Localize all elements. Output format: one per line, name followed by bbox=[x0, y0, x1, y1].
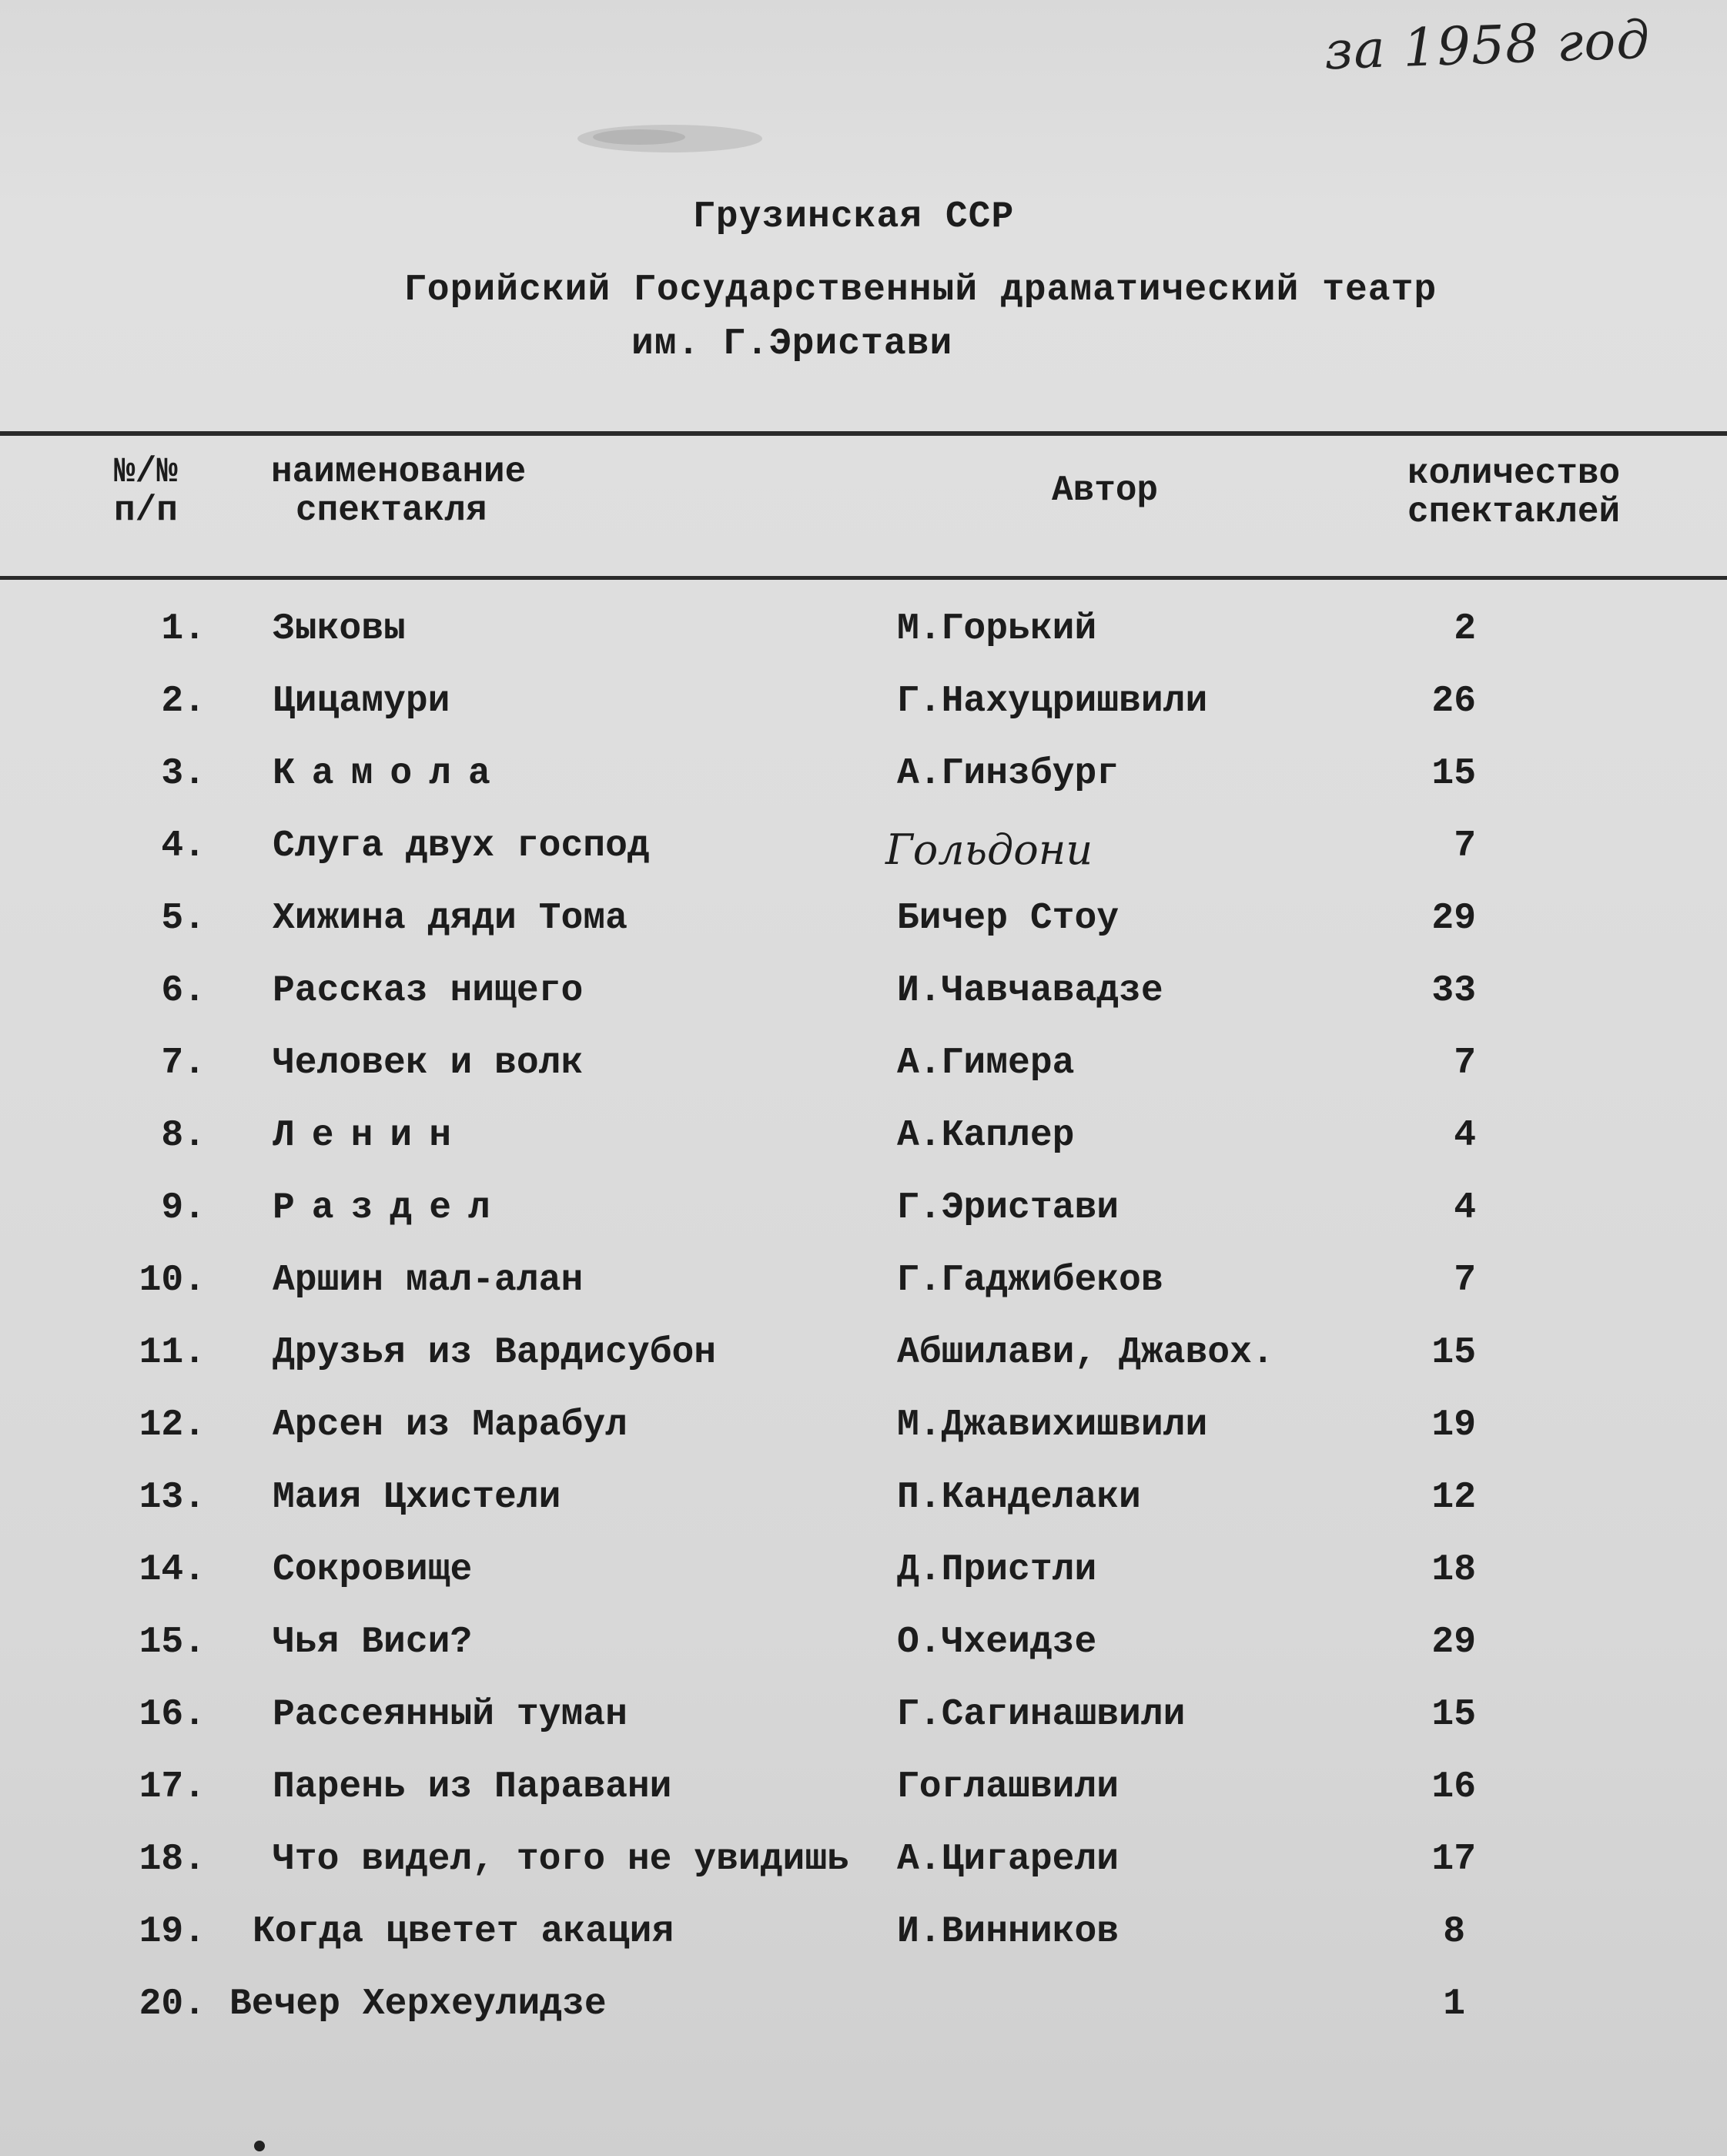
row-count: 17 bbox=[1431, 1839, 1476, 1880]
table-row bbox=[0, 1549, 1727, 1622]
table-row bbox=[0, 1911, 1727, 1984]
table-row bbox=[0, 970, 1727, 1043]
table-row bbox=[0, 608, 1727, 681]
row-count: 26 bbox=[1431, 681, 1476, 722]
row-author: Гольдони bbox=[885, 825, 1093, 874]
table-row bbox=[0, 1043, 1727, 1115]
row-count: 29 bbox=[1431, 1622, 1476, 1663]
row-number: 9. bbox=[161, 1187, 206, 1229]
row-author: А.Гинзбург bbox=[897, 753, 1120, 795]
row-author: Г.Нахуцришвили bbox=[897, 681, 1208, 722]
row-author: А.Гимера bbox=[897, 1043, 1075, 1084]
row-author: Г.Сагинашвили bbox=[897, 1694, 1186, 1736]
row-count: 1 bbox=[1443, 1984, 1465, 2025]
row-count: 12 bbox=[1431, 1477, 1476, 1518]
row-author: М.Джавихишвили bbox=[897, 1404, 1208, 1446]
row-number: 10. bbox=[139, 1260, 206, 1301]
row-number: 3. bbox=[161, 753, 206, 795]
row-number: 7. bbox=[161, 1043, 206, 1084]
row-count: 15 bbox=[1431, 1332, 1476, 1374]
stamp-smudge bbox=[554, 116, 785, 162]
row-author: Абшилави, Джавох. bbox=[897, 1332, 1274, 1374]
row-number: 17. bbox=[139, 1766, 206, 1808]
performance-table bbox=[0, 608, 1727, 2056]
row-number: 2. bbox=[161, 681, 206, 722]
table-row bbox=[0, 1187, 1727, 1260]
table-row bbox=[0, 898, 1727, 970]
row-number: 15. bbox=[139, 1622, 206, 1663]
header-author: Автор bbox=[1052, 470, 1159, 511]
row-author: Бичер Стоу bbox=[897, 898, 1120, 939]
table-row bbox=[0, 1477, 1727, 1549]
row-author: Г.Гаджибеков bbox=[897, 1260, 1163, 1301]
row-title: Хижина дяди Тома bbox=[273, 898, 628, 939]
row-title: Камола bbox=[273, 753, 507, 795]
theatre-subtitle: им. Г.Эристави bbox=[631, 323, 953, 365]
row-title: Когда цветет акация bbox=[253, 1911, 674, 1953]
row-author: Гоглашвили bbox=[897, 1766, 1120, 1808]
table-row bbox=[0, 1622, 1727, 1694]
header-number-line2: п/п bbox=[114, 490, 178, 531]
header-title bbox=[271, 453, 526, 530]
row-title: Арсен из Марабул bbox=[273, 1404, 628, 1446]
row-title: Чья Виси? bbox=[273, 1622, 473, 1663]
row-number: 1. bbox=[161, 608, 206, 650]
row-title: Слуга двух господ bbox=[273, 825, 650, 867]
row-count: 29 bbox=[1431, 898, 1476, 939]
table-row bbox=[0, 753, 1727, 825]
header-number-line1: №/№ bbox=[114, 452, 178, 492]
row-title: Зыковы bbox=[273, 608, 406, 650]
row-number: 4. bbox=[161, 825, 206, 867]
table-row bbox=[0, 825, 1727, 898]
header-count-line1: количество bbox=[1407, 454, 1621, 494]
row-title: Что видел, того не увидишь bbox=[273, 1839, 849, 1880]
row-number: 13. bbox=[139, 1477, 206, 1518]
row-title: Ленин bbox=[273, 1115, 469, 1157]
table-row bbox=[0, 1404, 1727, 1477]
row-number: 12. bbox=[139, 1404, 206, 1446]
handwritten-note: за 1958 год bbox=[1323, 9, 1652, 82]
row-title: Парень из Паравани bbox=[273, 1766, 672, 1808]
row-author: Д.Пристли bbox=[897, 1549, 1097, 1591]
row-count: 7 bbox=[1454, 1043, 1476, 1084]
row-title: Друзья из Вардисубон bbox=[273, 1332, 717, 1374]
row-number: 6. bbox=[161, 970, 206, 1012]
row-title: Цицамури bbox=[273, 681, 450, 722]
row-author: О.Чхеидзе bbox=[897, 1622, 1097, 1663]
row-number: 19. bbox=[139, 1911, 206, 1953]
row-count: 8 bbox=[1443, 1911, 1465, 1953]
ink-mark bbox=[254, 2141, 265, 2151]
row-number: 18. bbox=[139, 1839, 206, 1880]
header-count-line2: спектаклей bbox=[1407, 492, 1621, 532]
row-title: Рассказ нищего bbox=[273, 970, 584, 1012]
row-number: 14. bbox=[139, 1549, 206, 1591]
row-count: 4 bbox=[1454, 1115, 1476, 1157]
row-count: 7 bbox=[1454, 1260, 1476, 1301]
row-count: 16 bbox=[1431, 1766, 1476, 1808]
row-count: 18 bbox=[1431, 1549, 1476, 1591]
row-author: Г.Эристави bbox=[897, 1187, 1120, 1229]
row-count: 15 bbox=[1431, 753, 1476, 795]
row-count: 19 bbox=[1431, 1404, 1476, 1446]
theatre-title: Горийский Государственный драматический театр bbox=[404, 270, 1437, 311]
table-header-rule bbox=[0, 576, 1727, 580]
row-title: Раздел bbox=[273, 1187, 507, 1229]
row-count: 4 bbox=[1454, 1187, 1476, 1229]
row-title: Рассеянный туман bbox=[273, 1694, 628, 1736]
row-author: А.Каплер bbox=[897, 1115, 1075, 1157]
row-author: И.Винников bbox=[897, 1911, 1120, 1953]
row-count: 7 bbox=[1454, 825, 1476, 867]
header-title-line2: спектакля bbox=[296, 490, 487, 531]
table-row bbox=[0, 1766, 1727, 1839]
row-count: 2 bbox=[1454, 608, 1476, 650]
row-number: 5. bbox=[161, 898, 206, 939]
table-row bbox=[0, 1332, 1727, 1404]
header-count bbox=[1407, 454, 1620, 531]
table-row bbox=[0, 1984, 1727, 2056]
row-title: Маия Цхистели bbox=[273, 1477, 561, 1518]
row-count: 33 bbox=[1431, 970, 1476, 1012]
row-author: И.Чавчавадзе bbox=[897, 970, 1163, 1012]
row-count: 15 bbox=[1431, 1694, 1476, 1736]
row-title: Вечер Херхеулидзе bbox=[229, 1984, 607, 2025]
table-row bbox=[0, 1694, 1727, 1766]
table-row bbox=[0, 1839, 1727, 1911]
row-title: Человек и волк bbox=[273, 1043, 584, 1084]
republic-title: Грузинская ССР bbox=[693, 196, 1015, 238]
row-number: 16. bbox=[139, 1694, 206, 1736]
row-number: 8. bbox=[161, 1115, 206, 1157]
row-number: 11. bbox=[139, 1332, 206, 1374]
table-row bbox=[0, 681, 1727, 753]
table-top-rule bbox=[0, 431, 1727, 436]
row-author: А.Цигарели bbox=[897, 1839, 1120, 1880]
row-number: 20. bbox=[139, 1984, 206, 2025]
row-title: Аршин мал-алан bbox=[273, 1260, 584, 1301]
header-number bbox=[114, 453, 178, 530]
header-title-line1: наименование bbox=[271, 452, 527, 492]
row-title: Сокровище bbox=[273, 1549, 473, 1591]
row-author: М.Горький bbox=[897, 608, 1097, 650]
row-author: П.Канделаки bbox=[897, 1477, 1141, 1518]
table-row bbox=[0, 1115, 1727, 1187]
table-row bbox=[0, 1260, 1727, 1332]
